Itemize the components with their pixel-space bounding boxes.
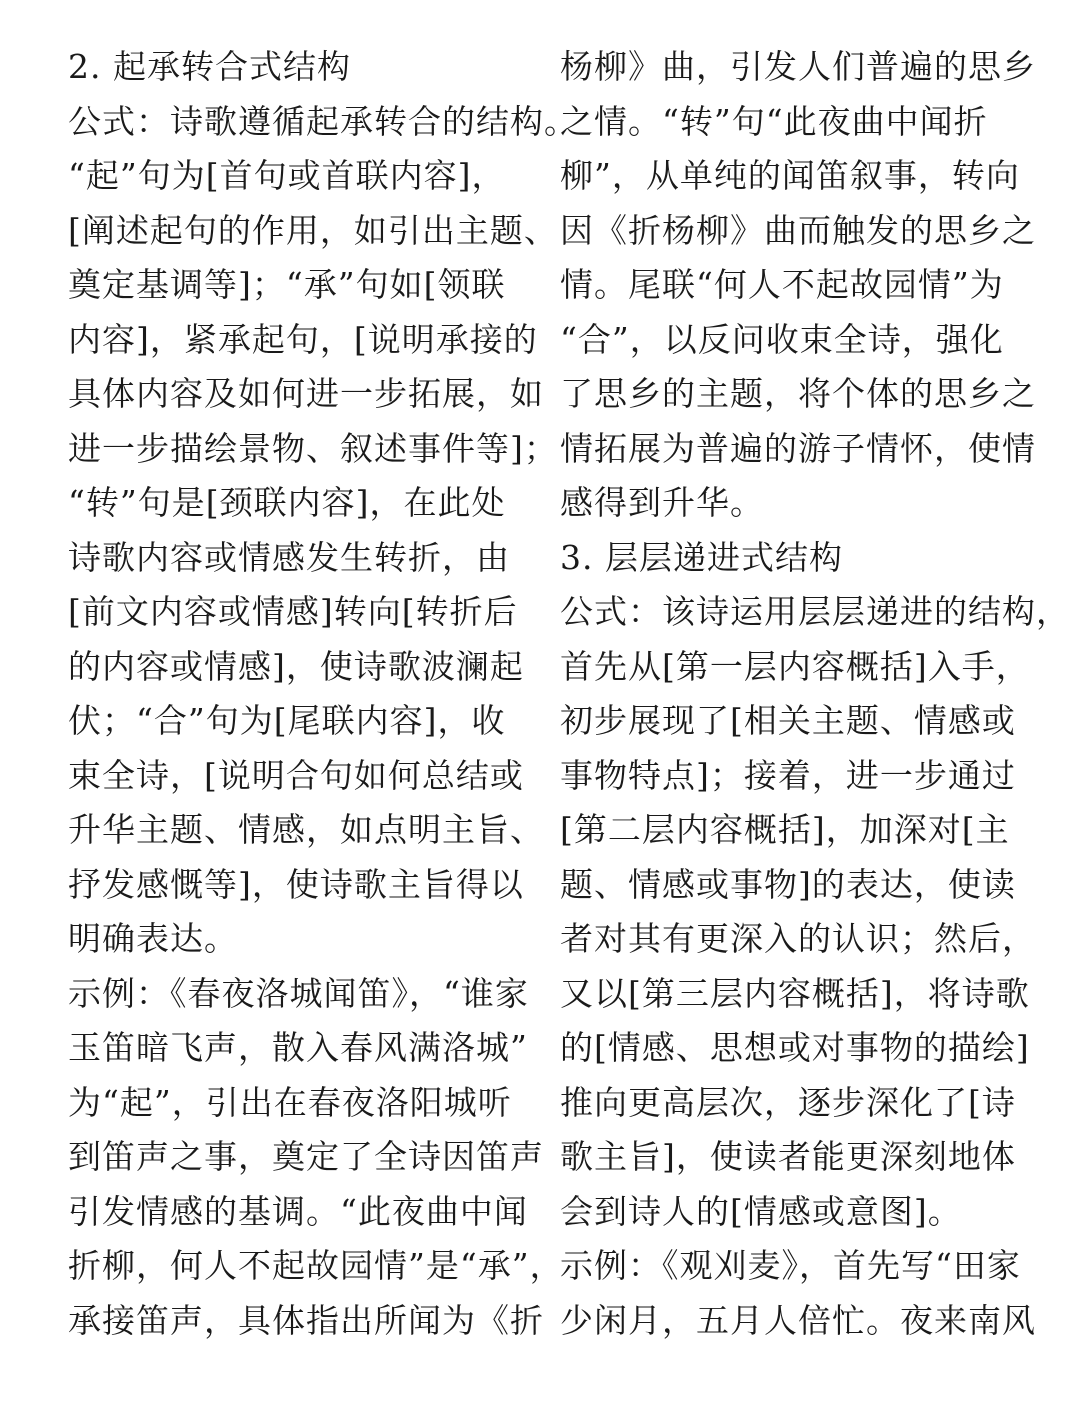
text-line: 初步展现了[相关主题、情感或 <box>560 701 1016 740</box>
text-line: [前文内容或情感]转向[转折后 <box>68 592 518 631</box>
text-line: 推向更高层次，逐步深化了[诗 <box>560 1082 1016 1122</box>
text-line: 为“起”，引出在春夜洛阳城听 <box>68 1082 512 1122</box>
text-line: 又以[第三层内容概括]，将诗歌 <box>560 973 1030 1013</box>
right-column <box>560 40 1070 1348</box>
text-line: 伏；“合”句为[尾联内容]，收 <box>68 701 506 740</box>
text-line: 到笛声之事，奠定了全诗因笛声 <box>68 1137 544 1176</box>
text-line: 升华主题、情感，如点明主旨、 <box>68 810 544 849</box>
text-line: 杨柳》曲，引发人们普遍的思乡 <box>560 47 1036 86</box>
text-line: 玉笛暗飞声，散入春风满洛城” <box>68 1028 528 1067</box>
text-line: 具体内容及如何进一步拓展，如 <box>68 374 544 413</box>
text-line: 进一步描绘景物、叙述事件等]； <box>68 428 558 468</box>
text-line: 折柳，何人不起故园情”是“承”， <box>68 1246 564 1285</box>
text-line: 少闲月，五月人倍忙。夜来南风 <box>560 1300 1036 1340</box>
text-line: 2. 起承转合式结构 <box>68 47 351 86</box>
text-line: 情。尾联“何人不起故园情”为 <box>560 265 1004 304</box>
text-line: 者对其有更深入的认识；然后， <box>560 919 1036 958</box>
text-line: 情拓展为普遍的游子情怀，使情 <box>560 428 1036 468</box>
text-line: 明确表达。 <box>68 919 238 958</box>
text-line: “转”句是[颈联内容]，在此处 <box>68 483 506 522</box>
text-line: 感得到升华。 <box>560 483 764 522</box>
text-line: 公式：诗歌遵循起承转合的结构。 <box>68 101 578 141</box>
text-line: [阐述起句的作用，如引出主题、 <box>68 210 558 250</box>
text-line: [第二层内容概括]，加深对[主 <box>560 810 1010 849</box>
text-line: 内容]，紧承起句，[说明承接的 <box>68 319 538 359</box>
text-line: 之情。“转”句“此夜曲中闻折 <box>560 101 988 141</box>
text-line: 的[情感、思想或对事物的描绘] <box>560 1028 1030 1067</box>
text-line: 公式：该诗运用层层递进的结构， <box>560 592 1070 631</box>
text-line: 示例：《春夜洛城闻笛》，“谁家 <box>68 973 529 1013</box>
text-line: 了思乡的主题，将个体的思乡之 <box>560 374 1036 413</box>
text-line: “起”句为[首句或首联内容]， <box>68 156 506 195</box>
text-line: 示例：《观刈麦》，首先写“田家 <box>560 1246 1021 1285</box>
text-line: 首先从[第一层内容概括]入手， <box>560 646 1030 686</box>
left-column <box>68 40 578 1348</box>
text-line: 题、情感或事物]的表达，使读 <box>560 864 1016 904</box>
text-line: 抒发感慨等]，使诗歌主旨得以 <box>68 864 524 904</box>
text-line: 柳”，从单纯的闻笛叙事，转向 <box>560 156 1020 195</box>
text-line: 会到诗人的[情感或意图]。 <box>560 1191 962 1231</box>
text-line: 事物特点]；接着，进一步通过 <box>560 755 1016 795</box>
text-line: 3. 层层递进式结构 <box>560 537 843 577</box>
text-line: 引发情感的基调。“此夜曲中闻 <box>68 1191 528 1231</box>
text-line: 因《折杨柳》曲而触发的思乡之 <box>560 210 1036 250</box>
text-line: 束全诗，[说明合句如何总结或 <box>68 755 524 795</box>
text-line: “合”，以反问收束全诗，强化 <box>560 319 1004 359</box>
text-line: 歌主旨]，使读者能更深刻地体 <box>560 1137 1016 1176</box>
text-line: 诗歌内容或情感发生转折，由 <box>68 537 510 577</box>
text-line: 承接笛声，具体指出所闻为《折 <box>68 1300 544 1340</box>
text-line: 的内容或情感]，使诗歌波澜起 <box>68 646 524 686</box>
text-line: 奠定基调等]；“承”句如[领联 <box>68 265 506 304</box>
